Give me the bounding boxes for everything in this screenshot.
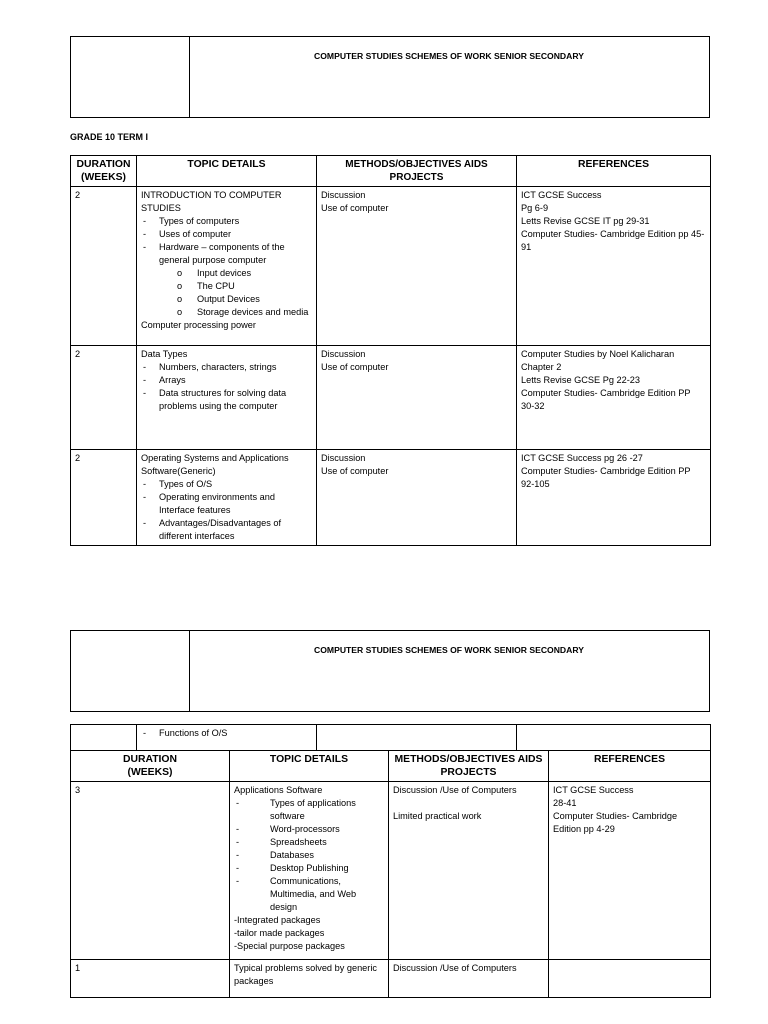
table-row (71, 725, 711, 751)
references-cell (517, 725, 711, 751)
table-row (71, 346, 711, 450)
col-duration-header: DURATION (WEEKS) (71, 751, 230, 782)
col-duration-header: DURATION (WEEKS) (71, 156, 137, 187)
methods-cell: Discussion /Use of Computers (389, 960, 549, 998)
topic-cell: INTRODUCTION TO COMPUTER STUDIES - Types of computers - Uses of computer - Hardware – components of the general purpose computer o Input devices o The CPU o Output Devices o Storage devices and media Computer processing power (137, 187, 317, 346)
methods-cell: Discussion /Use of Computers Limited practical work (389, 782, 549, 960)
col-references-header: REFERENCES (517, 156, 711, 187)
duration-cell: 1 (71, 960, 230, 998)
topic-cell: Typical problems solved by generic packages (230, 960, 389, 998)
header-logo-cell (71, 631, 190, 711)
topic-cell: Applications Software - Types of applications software - Word-processors - Spreadsheets - Databases - Desktop Publishing - Communications, Multimedia, and Web design -Integrated packages -tailor made packages -Special purpose packages (230, 782, 389, 960)
header-box-1 (70, 36, 710, 118)
topic-cell: - Functions of O/S (137, 725, 317, 751)
col-methods-header: METHODS/OBJECTIVES AIDS PROJECTS (317, 156, 517, 187)
table-row (71, 960, 711, 998)
topic-cell: Data Types - Numbers, characters, strings - Arrays - Data structures for solving data problems using the computer (137, 346, 317, 450)
scheme-table-2 (70, 750, 711, 998)
carry-over-table (70, 724, 711, 751)
references-cell: Computer Studies by Noel Kalicharan Chapter 2 Letts Revise GCSE Pg 22-23 Computer Studies- Cambridge Edition PP 30-32 (517, 346, 711, 450)
methods-cell: Discussion Use of computer (317, 346, 517, 450)
table-header-row (71, 156, 711, 187)
duration-cell (71, 725, 137, 751)
table-row (71, 782, 711, 960)
duration-cell: 2 (71, 450, 137, 546)
duration-cell: 2 (71, 346, 137, 450)
header-title: COMPUTER STUDIES SCHEMES OF WORK SENIOR SECONDARY (314, 645, 584, 655)
references-cell (549, 960, 711, 998)
grade-label: GRADE 10 TERM I (70, 132, 149, 142)
table-row (71, 187, 711, 346)
methods-cell: Discussion Use of computer (317, 187, 517, 346)
duration-cell: 3 (71, 782, 230, 960)
col-topic-header: TOPIC DETAILS (137, 156, 317, 187)
references-cell: ICT GCSE Success pg 26 -27 Computer Studies- Cambridge Edition PP 92-105 (517, 450, 711, 546)
header-logo-cell (71, 37, 190, 117)
header-box-2 (70, 630, 710, 712)
table-header-row (71, 751, 711, 782)
scheme-table-1 (70, 155, 711, 546)
header-title: COMPUTER STUDIES SCHEMES OF WORK SENIOR SECONDARY (314, 51, 584, 61)
methods-cell: Discussion Use of computer (317, 450, 517, 546)
topic-cell: Operating Systems and Applications Software(Generic) - Types of O/S - Operating environments and Interface features - Advantages/Disadvantages of different interfaces (137, 450, 317, 546)
table-row (71, 450, 711, 546)
col-references-header: REFERENCES (549, 751, 711, 782)
references-cell: ICT GCSE Success Pg 6-9 Letts Revise GCSE IT pg 29-31 Computer Studies- Cambridge Edition pp 45-91 (517, 187, 711, 346)
duration-cell: 2 (71, 187, 137, 346)
col-topic-header: TOPIC DETAILS (230, 751, 389, 782)
references-cell: ICT GCSE Success 28-41 Computer Studies- Cambridge Edition pp 4-29 (549, 782, 711, 960)
col-methods-header: METHODS/OBJECTIVES AIDS PROJECTS (389, 751, 549, 782)
methods-cell (317, 725, 517, 751)
